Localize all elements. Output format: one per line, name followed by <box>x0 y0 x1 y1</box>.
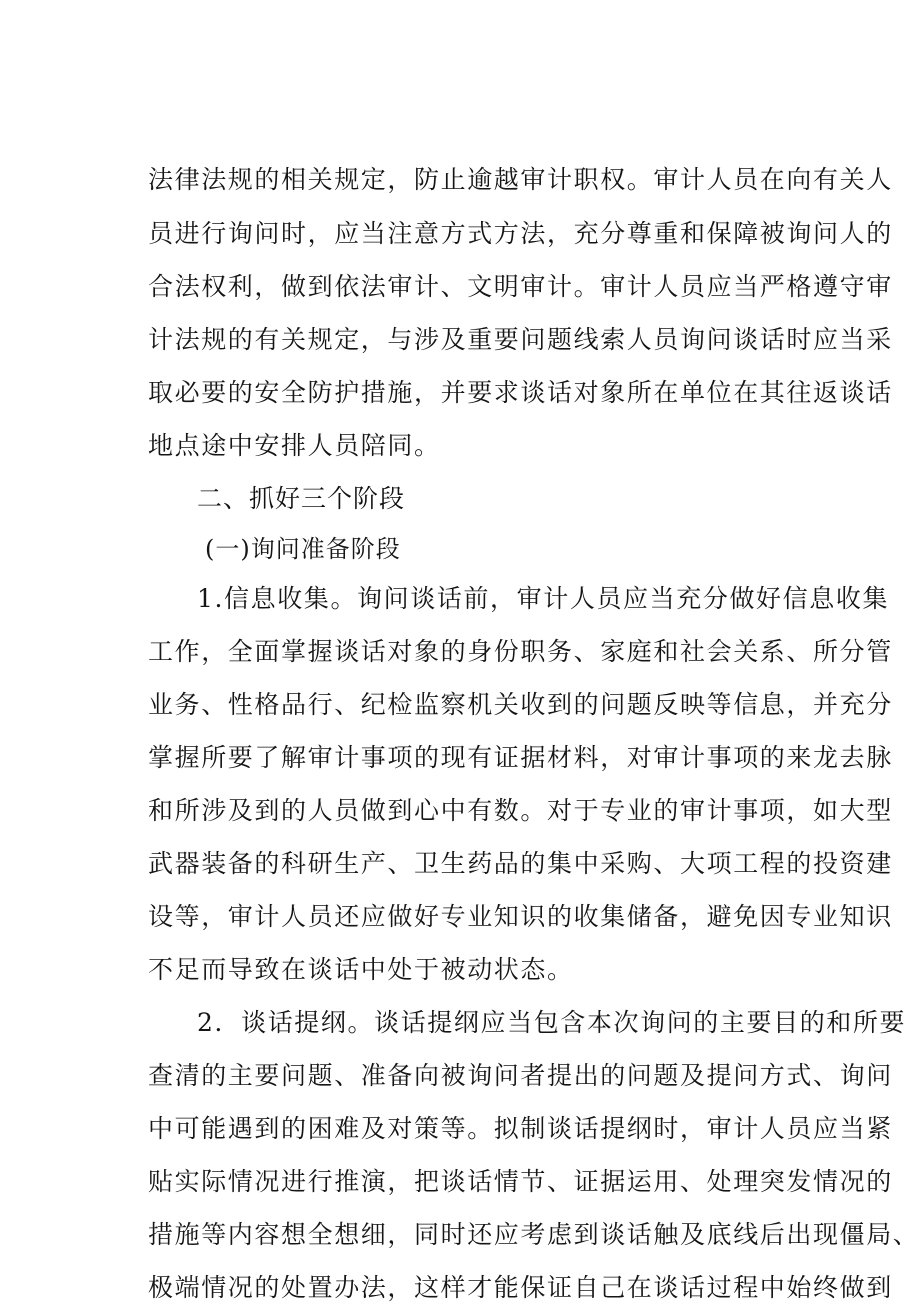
text-line: 设等，审计人员还应做好专业知识的收集储备，避免因专业知识 <box>148 902 893 931</box>
text-line: 极端情况的处置办法，这样才能保证自己在谈话过程中始终做到 <box>148 1273 893 1302</box>
subsection-heading: (一)询问准备阶段 <box>205 535 401 563</box>
text-line: 中可能遇到的困难及对策等。拟制谈话提纲时，审计人员应当紧 <box>148 1114 893 1143</box>
text-line: 取必要的安全防护措施，并要求谈话对象所在单位在其往返谈话 <box>148 378 893 407</box>
text-line: 合法权利，做到依法审计、文明审计。审计人员应当严格遵守审 <box>148 272 893 301</box>
text-line: 武器装备的科研生产、卫生药品的集中采购、大项工程的投资建 <box>148 849 893 878</box>
text-line: 法律法规的相关规定，防止逾越审计职权。审计人员在向有关人 <box>148 165 893 194</box>
text-line: 员进行询问时，应当注意方式方法，充分尊重和保障被询问人的 <box>148 219 893 248</box>
text-line: 不足而导致在谈话中处于被动状态。 <box>148 955 574 984</box>
text-line: 和所涉及到的人员做到心中有数。对于专业的审计事项，如大型 <box>148 796 893 825</box>
text-line: 查清的主要问题、准备向被询问者提出的问题及提问方式、询问 <box>148 1061 893 1090</box>
text-line: 贴实际情况进行推演，把谈话情节、证据运用、处理突发情况的 <box>148 1167 893 1196</box>
text-line: 地点途中安排人员陪同。 <box>148 431 441 460</box>
text-line: 工作，全面掌握谈话对象的身份职务、家庭和社会关系、所分管 <box>148 637 893 666</box>
text-line: 1.信息收集。询问谈话前，审计人员应当充分做好信息收集 <box>197 584 890 613</box>
section-heading: 二、抓好三个阶段 <box>197 484 406 513</box>
text-line: 计法规的有关规定，与涉及重要问题线索人员询问谈话时应当采 <box>148 325 893 354</box>
text-line: 业务、性格品行、纪检监察机关收到的问题反映等信息，并充分 <box>148 690 893 719</box>
text-line: 2．谈话提纲。谈话提纲应当包含本次询问的主要目的和所要 <box>197 1008 907 1037</box>
text-line: 措施等内容想全想细，同时还应考虑到谈话触及底线后出现僵局、 <box>148 1220 920 1249</box>
text-line: 掌握所要了解审计事项的现有证据材料，对审计事项的来龙去脉 <box>148 743 893 772</box>
